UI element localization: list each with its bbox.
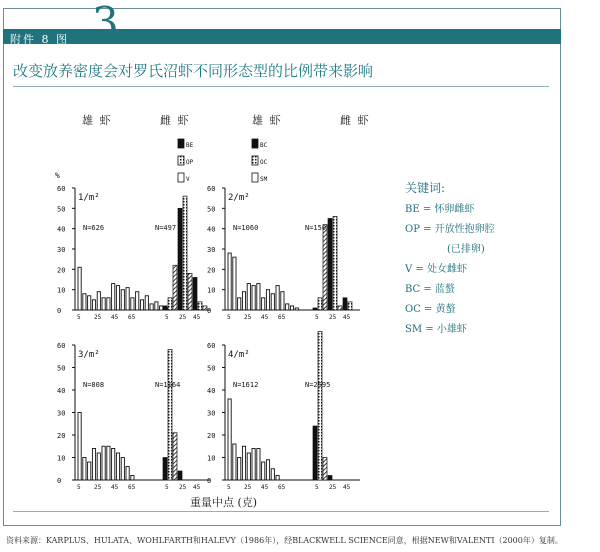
female-bar (328, 476, 332, 481)
male-bar (92, 449, 95, 481)
male-bar (295, 308, 298, 310)
x-tick-label: 45 (111, 484, 119, 491)
female-bar (313, 426, 317, 480)
y-tick-label: 40 (57, 225, 66, 234)
y-tick-label: 30 (57, 246, 66, 254)
column-label: 雄 虾 (252, 114, 281, 127)
male-bar (160, 306, 163, 310)
y-tick-label: 20 (207, 432, 216, 440)
y-tick-label: 0 (207, 477, 212, 485)
female-n-label: N=1504 (305, 224, 331, 232)
male-bar (150, 304, 153, 310)
y-tick-label: 0 (207, 307, 212, 315)
legend-label: OC (260, 159, 268, 166)
y-tick-label: 50 (207, 205, 216, 214)
male-bar (97, 453, 100, 480)
male-bar (116, 286, 119, 310)
female-bar (323, 458, 327, 481)
y-tick-label: 20 (207, 266, 216, 275)
y-tick-label: 60 (57, 185, 66, 193)
x-tick-label: 5 (315, 314, 319, 321)
male-bar (126, 467, 129, 481)
x-tick-label: 45 (193, 484, 201, 491)
x-tick-label: 25 (179, 314, 187, 321)
x-tick-label: 45 (261, 314, 269, 321)
female-bar (163, 458, 167, 481)
key-title: 关键词: (405, 181, 446, 195)
female-n-label: N=497 (155, 224, 177, 232)
x-tick-label: 5 (165, 314, 169, 321)
female-bar (178, 208, 182, 310)
male-bar (126, 288, 129, 310)
density-label: 1/m² (78, 193, 100, 203)
male-bar (276, 286, 279, 310)
key-item: OP = 开放性抱卵腔 (405, 224, 495, 235)
y-tick-label: 50 (57, 364, 66, 373)
female-bar (173, 433, 177, 480)
male-bar (262, 462, 265, 480)
x-tick-label: 65 (128, 314, 136, 321)
male-bar (83, 458, 86, 481)
male-bar (121, 458, 124, 481)
legend-label: V (186, 176, 190, 183)
y-tick-label: 60 (207, 185, 216, 193)
male-bar (88, 462, 91, 480)
x-tick-label: 65 (278, 484, 286, 491)
key-item: BC = 蓝螯 (405, 284, 455, 295)
x-tick-label: 65 (128, 484, 136, 491)
male-bar (271, 294, 274, 310)
male-bar (92, 300, 95, 310)
x-tick-label: 25 (94, 314, 102, 321)
male-bar (140, 300, 143, 310)
female-bar (318, 298, 322, 310)
x-tick-label: 5 (227, 314, 231, 321)
y-tick-label: 20 (57, 266, 66, 275)
male-bar (116, 453, 119, 480)
legend-swatch (252, 156, 258, 165)
x-tick-label: 45 (111, 314, 119, 321)
male-n-label: N=1060 (233, 224, 259, 232)
density-label: 2/m² (228, 193, 250, 203)
male-bar (262, 298, 265, 310)
male-bar (252, 286, 255, 310)
male-bar (266, 460, 269, 480)
female-bar (178, 471, 182, 480)
x-tick-label: 25 (329, 484, 337, 491)
female-bar (188, 273, 192, 310)
y-tick-label: 50 (207, 364, 216, 373)
female-bar (348, 302, 352, 310)
male-n-label: N=808 (83, 381, 105, 389)
male-bar (155, 302, 158, 310)
legend-label: BE (186, 142, 194, 149)
male-bar (83, 294, 86, 310)
female-bar (168, 298, 172, 310)
y-tick-label: 30 (57, 409, 66, 418)
figure-number: 3 (92, 0, 119, 47)
x-tick-label: 5 (227, 484, 231, 491)
male-bar (136, 292, 139, 310)
x-tick-label: 45 (343, 314, 351, 321)
x-tick-label: 25 (179, 484, 187, 491)
male-bar (247, 453, 250, 480)
male-bar (88, 296, 91, 310)
male-bar (257, 284, 260, 310)
male-bar (257, 449, 260, 481)
legend-label: BC (260, 142, 268, 149)
female-n-label: N=1164 (155, 381, 181, 389)
female-bar (183, 196, 187, 310)
x-tick-label: 65 (278, 314, 286, 321)
density-label: 3/m² (78, 350, 100, 360)
y-tick-label: 10 (57, 286, 66, 295)
y-tick-label: 40 (207, 387, 216, 395)
male-bar (242, 446, 245, 480)
male-bar (131, 298, 134, 310)
y-tick-label: 60 (207, 342, 216, 350)
male-bar (281, 292, 284, 310)
male-bar (228, 253, 231, 310)
x-tick-label: 5 (165, 484, 169, 491)
x-tick-label: 45 (193, 314, 201, 321)
legend-swatch (178, 156, 184, 165)
legend-swatch (252, 173, 258, 182)
male-bar (97, 292, 100, 310)
x-tick-label: 25 (329, 314, 337, 321)
y-tick-label: 10 (207, 286, 216, 295)
male-bar (121, 290, 124, 310)
male-n-label: N=626 (83, 224, 105, 232)
male-bar (112, 284, 115, 310)
male-bar (286, 304, 289, 310)
female-n-label: N=2595 (305, 381, 331, 389)
male-bar (247, 284, 250, 310)
female-bar (163, 306, 167, 310)
female-bar (198, 302, 202, 310)
female-bar (323, 225, 327, 310)
y-tick-label: 0 (57, 477, 62, 485)
column-label: 雄 虾 (82, 114, 111, 127)
key-item: SM = 小雄虾 (405, 324, 467, 335)
male-bar (238, 298, 241, 310)
male-bar (238, 458, 241, 481)
legend-swatch (252, 139, 258, 148)
female-bar (173, 265, 177, 310)
y-tick-label: 50 (57, 205, 66, 214)
y-tick-label: 40 (57, 387, 66, 395)
x-tick-label: 5 (77, 314, 81, 321)
key-item: BE = 怀卵雌虾 (405, 204, 475, 215)
legend-swatch (178, 139, 184, 148)
figure-subtitle: 改变放养密度会对罗氏沼虾不同形态型的比例带来影响 (13, 62, 374, 80)
female-bar (168, 350, 172, 481)
y-tick-label: 0 (57, 307, 62, 315)
female-bar (343, 298, 347, 310)
male-bar (78, 413, 81, 481)
male-bar (290, 306, 293, 310)
male-bar (78, 267, 81, 310)
y-tick-label: 40 (207, 225, 216, 234)
column-label: 雌 虾 (160, 114, 189, 127)
male-bar (252, 449, 255, 481)
male-bar (266, 290, 269, 310)
y-tick-label: 30 (207, 409, 216, 418)
y-tick-label: 20 (57, 432, 66, 440)
source-note: 资料来源：KARPLUS、HULATA、WOHLFARTH和HALEVY（1986年），经BLACKWELL SCIENCE同意，根据NEW和VALENTI（2000年）复制。 (6, 536, 563, 545)
male-bar (107, 446, 110, 480)
x-tick-label: 25 (244, 484, 252, 491)
x-tick-label: 25 (94, 484, 102, 491)
y-tick-label: 10 (207, 454, 216, 463)
x-tick-label: 5 (77, 484, 81, 491)
column-label: 雌 虾 (340, 114, 369, 127)
male-bar (102, 446, 105, 480)
y-tick-label: 30 (207, 246, 216, 254)
male-bar (102, 298, 105, 310)
y-tick-label: 10 (57, 454, 66, 463)
legend-label: OP (186, 159, 194, 166)
density-label: 4/m² (228, 350, 250, 360)
female-bar (328, 219, 332, 311)
female-bar (333, 216, 337, 310)
male-bar (131, 476, 134, 481)
female-bar (318, 332, 322, 481)
key-item: V = 处女雌虾 (405, 264, 467, 275)
male-bar (271, 469, 274, 480)
x-tick-label: 45 (261, 484, 269, 491)
male-n-label: N=1612 (233, 381, 259, 389)
male-bar (107, 298, 110, 310)
male-bar (112, 449, 115, 481)
male-bar (145, 296, 148, 310)
x-tick-label: 25 (244, 314, 252, 321)
y-tick-label: 60 (57, 342, 66, 350)
key-item: OC = 黄螯 (405, 304, 456, 315)
x-tick-label: 5 (315, 484, 319, 491)
female-bar (313, 308, 317, 310)
male-bar (233, 444, 236, 480)
legend-swatch (178, 173, 184, 182)
y-axis-unit: % (55, 171, 60, 180)
male-bar (228, 399, 231, 480)
x-tick-label: 45 (343, 484, 351, 491)
male-bar (276, 476, 279, 481)
x-axis-caption: 重量中点 (克) (190, 496, 258, 509)
legend-label: SM (260, 176, 268, 183)
female-bar (338, 306, 342, 310)
female-bar (193, 277, 197, 310)
key-item: (已排卵) (447, 244, 485, 255)
male-bar (242, 292, 245, 310)
male-bar (233, 257, 236, 310)
figure-label: 附件 8 图 (10, 33, 69, 46)
